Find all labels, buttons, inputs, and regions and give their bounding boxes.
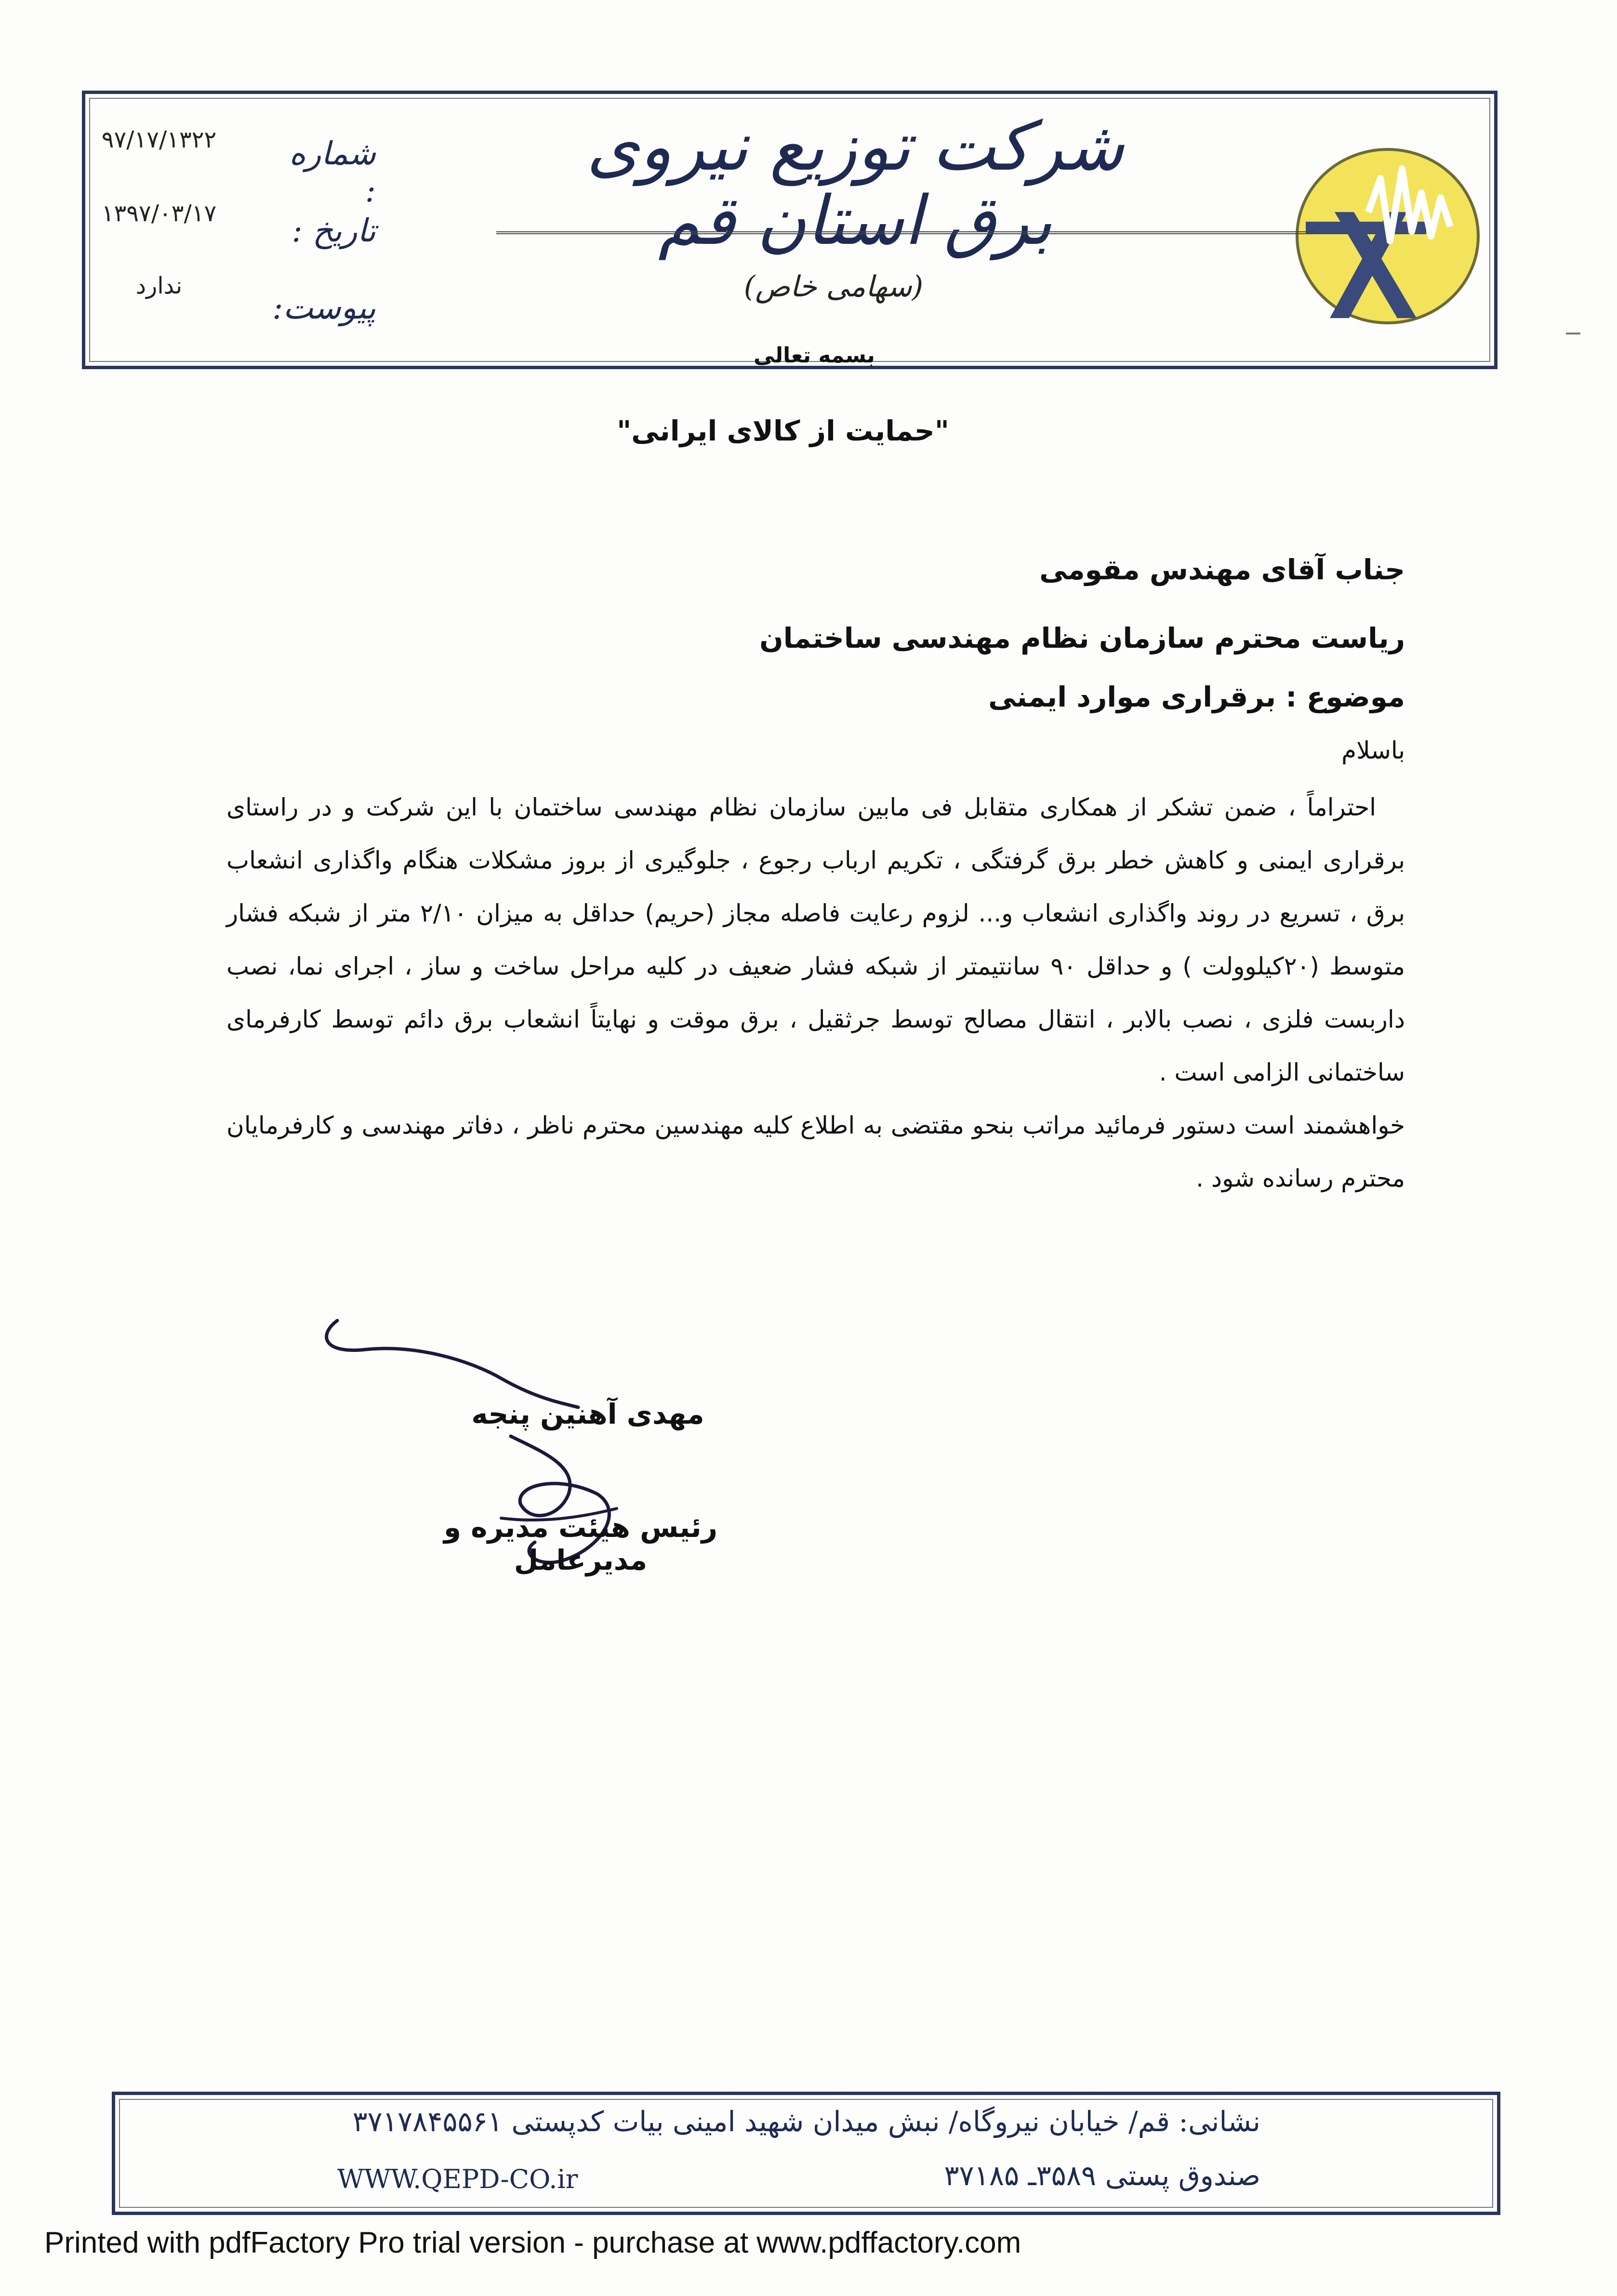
recipient-position: ریاست محترم سازمان نظام مهندسی ساختمان [759,622,1405,654]
recipient-name: جناب آقای مهندس مقومی [1039,553,1405,586]
letter-body [226,781,1405,1205]
bismillah: بسمه تعالی [754,343,875,368]
pdf-printed-notice: Printed with pdfFactory Pro trial version - purchase at www.pdffactory.com [44,2226,1021,2259]
header-divider [496,231,1315,234]
greeting: باسلام [1341,736,1405,764]
attachment-label: پیوست: [272,289,376,326]
date-value: ۱۳۹۷/۰۳/۱۷ [101,200,217,227]
attachment-value: ندارد [135,272,183,299]
footer-website: WWW.QEPD-CO.ir [337,2164,578,2194]
number-label: شماره : [289,135,376,209]
footer-postbox: صندوق پستی ۳۵۸۹ـ ۳۷۱۸۵ [944,2159,1260,2192]
body-paragraph-1: احتراماً ، ضمن تشکر از همکاری متقابل فی مابین سازمان نظام مهندسی ساختمان با این شرکت و در راستای برقراری ایمنی و کاهش خطر برق گرفتگی ، تکریم ارباب رجوع ، جلوگیری از بروز مشکلات هنگام واگذاری انشعاب برق ، تسریع در روند واگذاری انشعاب و... لزوم رعایت فاصله مجاز (حریم) حداقل به میزان ۲/۱۰ متر از شبکه فشار متوسط (۲۰کیلوولت ) و حداقل ۹۰ سانتیمتر از شبکه فشار ضعیف در کلیه مراحل ساخت و ساز ، اجرای نما، نصب داربست فلزی ، نصب بالابر ، انتقال مصالح توسط جرثقیل ، برق موقت و نهایتاً انشعاب برق دائم توسط کارفرمای ساختمانی الزامی است . [226,793,1405,1086]
qepd-logo-icon [1291,140,1484,333]
body-paragraph-2: خواهشمند است دستور فرمائید مراتب بنحو مقتضی به اطلاع کلیه مهندسین محترم ناظر ، دفاتر مهندسی و کارفرمایان محترم رسانده شود . [226,1111,1405,1192]
company-name: شرکت توزیع نیروی برق استان قم [586,107,1124,260]
signer-title: رئیس هیئت مدیره و مدیرعامل [444,1511,717,1576]
company-type: (سهامی خاص) [743,270,924,304]
number-value: ۹۷/۱۷/۱۳۲۲ [101,126,217,153]
margin-tick [1566,333,1580,334]
letter-subject: موضوع : برقراری موارد ایمنی [988,681,1405,713]
slogan: "حمایت از کالای ایرانی" [617,414,949,447]
signer-name: مهدی آهنین پنجه [471,1398,704,1430]
footer-address: نشانی: قم/ خیابان نیروگاه/ نبش میدان شهید امینی بیات کدپستی ۳۷۱۷۸۴۵۵۶۱ [352,2105,1260,2138]
date-label: تاریخ : [292,212,376,249]
